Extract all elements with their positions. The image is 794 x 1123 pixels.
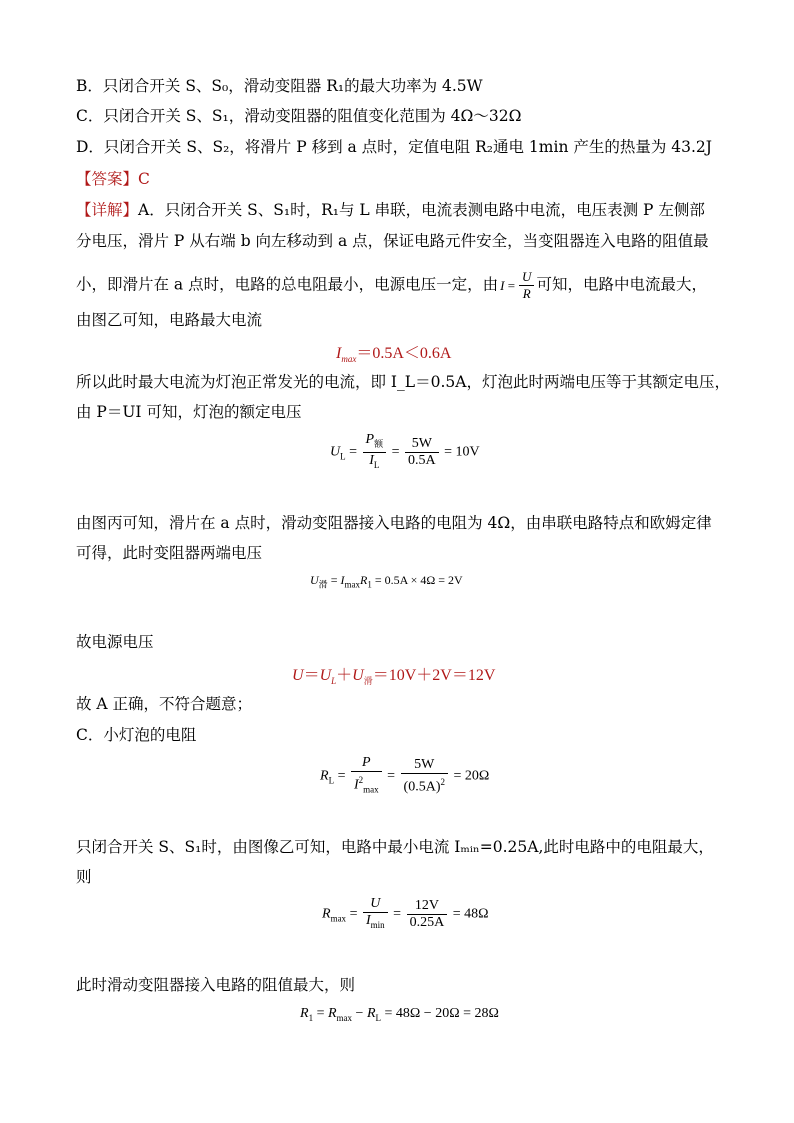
detail-text-1: A．只闭合开关 S、S₁时，R₁与 L 串联，电流表测电路中电流，电压表测 P 左侧部 [138, 201, 705, 219]
equation-imax: $I_{max}=0.5A<0.6A$ [336, 345, 452, 365]
equation-ul: $U_L$ = $\frac{P_额}{I_L}$ = $\frac{5W}{0.5A}$ = 10V [330, 432, 480, 470]
option-d: D．只闭合开关 S、S₂，将滑片 P 移到 a 点时，定值电阻 R₂通电 1min 产生的热量为 43.2J [76, 138, 713, 156]
answer-value: C [138, 170, 150, 188]
detail-line-6: 由 P＝UI 可知，灯泡的额定电压 [76, 403, 302, 421]
answer-label: 【答案】 [76, 170, 139, 188]
option-c: C．只闭合开关 S、S₁，滑动变阻器的阻值变化范围为 4Ω～32Ω [76, 107, 522, 125]
equation-rl: $R_L$ = $\frac{P}{I^2_{max}}$ = $\frac{5W}{(0.5A)^2}$ = 20Ω [320, 755, 490, 795]
equation-rmax: $R_{max}$ = $\frac{U}{I_{min}}$ = $\frac{12V}{0.25A}$ = 48Ω [322, 896, 489, 930]
detail-line-8: 可得，此时变阻器两端电压 [76, 544, 263, 562]
detail-line-3 [76, 269, 707, 302]
detail-label: 【详解】 [76, 201, 139, 219]
detail-line-11: C．小灯泡的电阻 [76, 726, 197, 744]
detail-text-3a: 小，即滑片在 a 点时，电路的总电阻最小，电源电压一定，由 [76, 275, 499, 294]
detail-line-9: 故电源电压 [76, 633, 154, 651]
detail-line-12: 只闭合开关 S、S₁时，由图像乙可知，电路中最小电流 Iₘᵢₙ=0.25A,此时电路中的电阻最大， [76, 838, 714, 856]
detail-line-14: 此时滑动变阻器接入电路的阻值最大，则 [76, 976, 356, 994]
equation-r1: $R_1 = R_{max} - R_L = 48\Omega - 20\Omega = 28\Omega$ [300, 1006, 499, 1023]
equation-u-total: $U=U_L+U_滑=10V+2V=12V$ [292, 667, 496, 687]
ohm-law-u-over-r: $\frac{U}{R}$ [519, 269, 534, 302]
answer-line [76, 168, 150, 190]
detail-line-4: 由图乙可知，电路最大电流 [76, 311, 263, 329]
option-b: B．只闭合开关 S、S₀，滑动变阻器 R₁的最大功率为 4.5W [76, 77, 483, 95]
detail-line-10: 故 A 正确，不符合题意； [76, 695, 253, 713]
detail-line-13: 则 [76, 868, 92, 886]
detail-text-3b: 可知，电路中电流最大， [536, 275, 707, 294]
detail-line-5: 所以此时最大电流为灯泡正常发光的电流，即 I_L＝0.5A，灯泡此时两端电压等于其额定电压， [76, 373, 730, 391]
detail-line-7: 由图丙可知，滑片在 a 点时，滑动变阻器接入电路的电阻为 4Ω，由串联电路特点和欧姆定律 [76, 514, 712, 532]
detail-line-2: 分电压，滑片 P 从右端 b 向左移动到 a 点，保证电路元件安全，当变阻器连入电路的阻值最 [76, 232, 709, 250]
detail-line-1 [76, 199, 705, 221]
ohm-law-fraction: I = [500, 277, 516, 293]
equation-uslide: $U_滑 = I_{max}R_1 = 0.5A \times 4\Omega = 2V$ [310, 573, 463, 590]
